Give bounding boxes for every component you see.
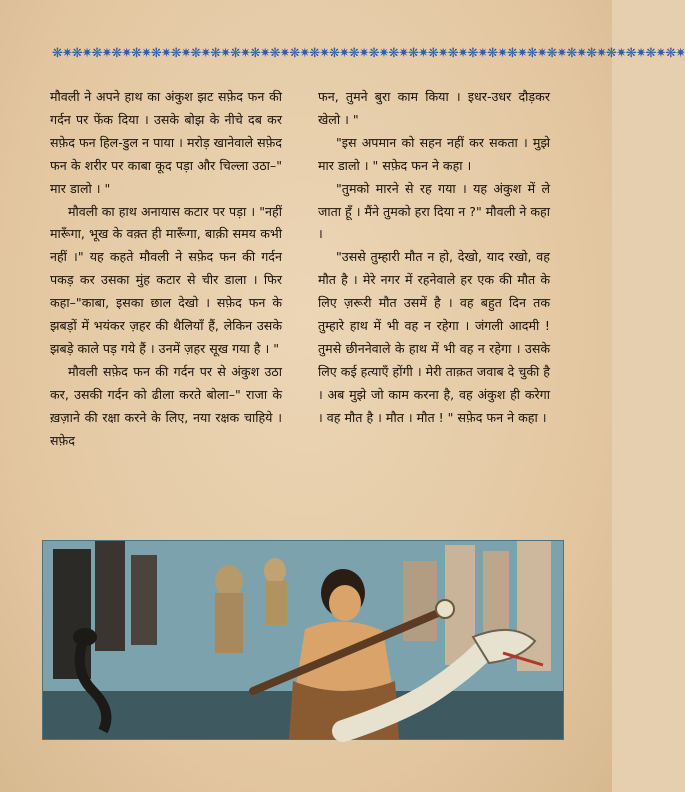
paragraph: "इस अपमान को सहन नहीं कर सकता । मुझे मार डालो । " सफ़ेद फन ने कहा ।: [318, 134, 550, 173]
right-text-column: [318, 86, 550, 430]
left-text-column: [50, 86, 282, 453]
paragraph: मौवली ने अपने हाथ का अंकुश झट सफ़ेद फन की गर्दन पर फेंक दिया । उसके बोझ के नीचे दब कर सफ़ेद फन हिल-डुल न पाया । मरोड़ खानेवाले सफ़ेद फन के शरीर पर काबा कूद पड़ा और चिल्ला उठा–" मार डालो । ": [50, 89, 282, 196]
paragraph: फन, तुमने बुरा काम किया । इधर-उधर दौड़कर खेलो । ": [318, 89, 550, 127]
decorative-border: ❋✷❋✷❋✷❋✷❋✷❋✷❋✷❋✷❋✷❋✷❋✷❋✷❋✷❋✷❋✷❋✷❋✷❋✷❋✷❋✷❋✷❋✷❋✷❋✷❋✷❋✷❋✷❋✷❋✷❋✷❋✷❋✷: [52, 46, 685, 61]
paragraph: मौवली सफ़ेद फन की गर्दन पर से अंकुश उठा कर, उसकी गर्दन को ढीला करते बोला–" राजा के ख़ज़ाने की रक्षा करने के लिए, नया रक्षक चाहिये । सफ़ेद: [50, 363, 282, 448]
paragraph: "उससे तुम्हारी मौत न हो, देखो, याद रखो, वह मौत है । मेरे नगर में रहनेवाले हर एक की मौत के लिए ज़रूरी मौत उसमें है । वह बहुत दिन तक तुम्हारे हाथ में भी वह न रहेगा । जंगली आदमी ! तुमसे छीननेवाले के हाथ में भी वह न रहेगा । उसके लिए कई हत्याएँ होंगी । मेरी ताक़त जवाब दे चुकी है । अब मुझे जो काम करना है, वह अंकुश ही करेगा । वह मौत है । मौत । मौत ! " सफ़ेद फन ने कहा ।: [318, 249, 550, 425]
illustration-art: [43, 541, 563, 739]
paragraph: मौवली का हाथ अनायास कटार पर पड़ा । "नहीं मारूँगा, भूख के वक़्त ही मारूँगा, बाक़ी समय कभी नहीं ।" यह कहते मौवली ने सफ़ेद फन की गर्दन पकड़ कर उसका मुंह कटार से चीर डाला । फिर कहा–"काबा, इसका छाल देखो । सफ़ेद फन के झबड़ों में भयंकर ज़हर की थैलियाँ हैं, लेकिन उसके झबड़े काले पड़ गये हैं । उनमें ज़हर सूख गया है । ": [50, 203, 282, 356]
story-illustration: [42, 540, 564, 740]
paragraph: "तुमको मारने से रह गया । यह अंकुश में ले जाता हूँ । मैंने तुमको हरा दिया न ?" मौवली ने कहा ।: [318, 180, 550, 242]
